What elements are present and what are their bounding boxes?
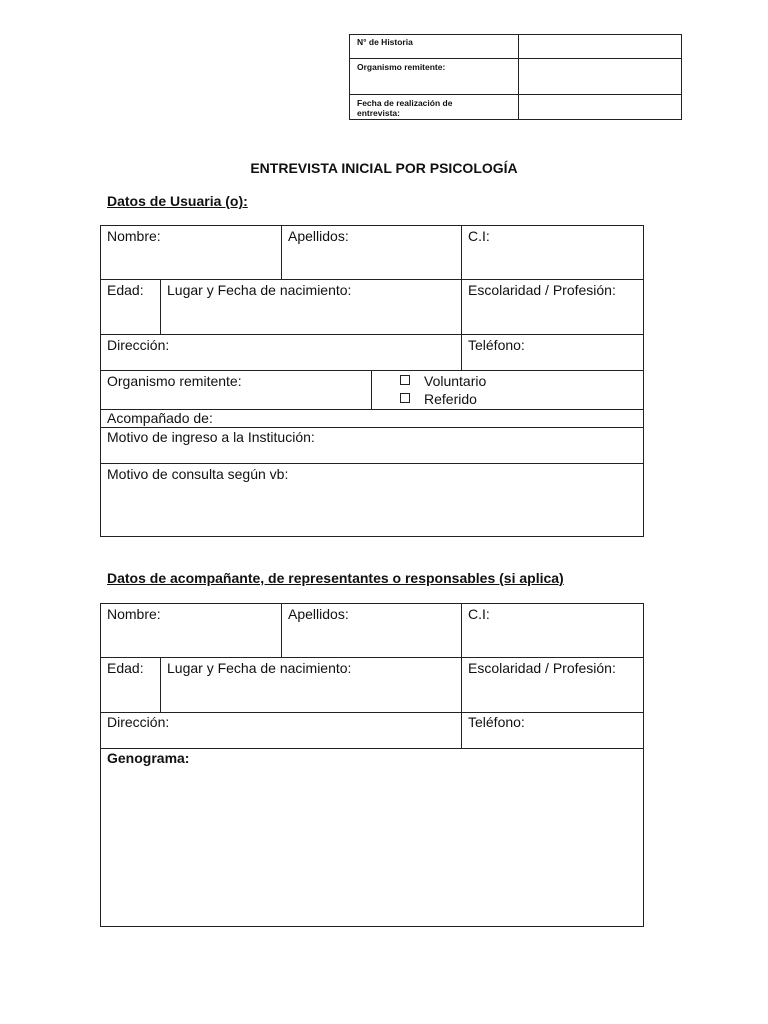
voluntario-checkbox[interactable] [400, 375, 410, 385]
direccion-label: Dirección: [107, 337, 170, 353]
ci-label: C.I: [468, 228, 490, 244]
fecha-entrevista-label-line2: entrevista: [357, 108, 400, 118]
historia-field[interactable] [519, 35, 681, 58]
acomp-lugar-fecha-label: Lugar y Fecha de nacimiento: [167, 660, 352, 676]
acompanado-label: Acompañado de: [107, 410, 213, 426]
historia-label: N° de Historia [357, 37, 413, 47]
genograma-label: Genograma: [107, 750, 190, 766]
acomp-escolaridad-label: Escolaridad / Profesión: [468, 660, 616, 676]
referido-label: Referido [424, 391, 477, 407]
motivo-consulta-label: Motivo de consulta según vb: [107, 466, 289, 482]
lugar-fecha-label: Lugar y Fecha de nacimiento: [167, 282, 352, 298]
acomp-ci-label: C.I: [468, 606, 490, 622]
acomp-direccion-label: Dirección: [107, 714, 170, 730]
page-title: ENTREVISTA INICIAL POR PSICOLOGÍA [250, 160, 518, 176]
acomp-nombre-label: Nombre: [107, 606, 161, 622]
acomp-telefono-label: Teléfono: [468, 714, 525, 730]
acomp-apellidos-label: Apellidos: [288, 606, 349, 622]
referido-checkbox[interactable] [400, 393, 410, 403]
edad-label: Edad: [107, 282, 144, 298]
voluntario-option[interactable] [400, 373, 486, 390]
section1-heading: Datos de Usuaria (o): [107, 193, 248, 209]
fecha-entrevista-field[interactable] [519, 95, 681, 119]
fecha-entrevista-label-line1: Fecha de realización de [357, 98, 453, 108]
apellidos-label: Apellidos: [288, 228, 349, 244]
acomp-edad-label: Edad: [107, 660, 144, 676]
organismo-remitente-label: Organismo remitente: [107, 373, 242, 389]
section2-heading: Datos de acompañante, de representantes o responsables (si aplica) [107, 570, 564, 586]
telefono-label: Teléfono: [468, 337, 525, 353]
genograma-area[interactable] [101, 770, 643, 925]
referido-option[interactable] [400, 391, 477, 408]
voluntario-label: Voluntario [424, 373, 487, 389]
nombre-label: Nombre: [107, 228, 161, 244]
motivo-ingreso-label: Motivo de ingreso a la Institución: [107, 429, 315, 445]
escolaridad-label: Escolaridad / Profesión: [468, 282, 616, 298]
organismo-header-field[interactable] [519, 59, 681, 94]
organismo-header-label: Organismo remitente: [357, 62, 446, 72]
